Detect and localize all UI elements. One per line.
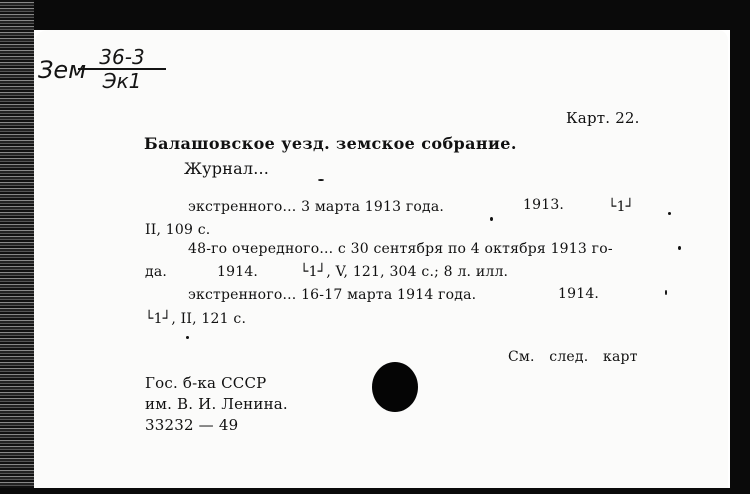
library-line-2: им. В. И. Ленина.	[145, 395, 288, 413]
scan-border-bottom	[0, 488, 750, 494]
scan-speck	[678, 246, 681, 250]
entry-2-detail-year: 1914.	[217, 264, 259, 280]
entry-2-text: 48-го очередного... с 30 сентября по 4 октября 1913 го-	[188, 241, 613, 257]
entry-1-year: 1913.	[523, 197, 565, 213]
catalog-card	[34, 30, 728, 488]
see-next-card: См. след. карт	[508, 349, 638, 365]
handwritten-numerator: 36-3	[78, 46, 166, 70]
punch-hole	[372, 362, 418, 412]
entry-2-detail-a: да.	[145, 264, 168, 280]
entry-3-detail: └1┘, II, 121 с.	[145, 311, 247, 327]
subheading: Журнал...	[184, 159, 270, 178]
card-number: Карт. 22.	[566, 109, 640, 127]
scan-border-left	[0, 0, 34, 494]
entry-3-text: экстренного... 16-17 марта 1914 года.	[188, 287, 477, 303]
library-line-3: 33232 — 49	[145, 416, 239, 434]
scan-speck	[665, 290, 667, 295]
entry-2-detail-b: └1┘, V, 121, 304 с.; 8 л. илл.	[300, 264, 509, 280]
handwritten-prefix: Зем	[38, 56, 87, 84]
scan-speck	[186, 336, 189, 339]
handwritten-shelf-mark	[78, 46, 166, 92]
scan-speck	[318, 179, 324, 181]
scan-border-right	[730, 0, 750, 494]
entry-1-mark: └1┘	[608, 199, 635, 215]
library-line-1: Гос. б-ка СССР	[145, 374, 267, 392]
entry-1-text: экстренного... 3 марта 1913 года.	[188, 199, 445, 215]
entry-3-year: 1914.	[558, 286, 600, 302]
entry-1-detail: II, 109 с.	[145, 222, 211, 238]
scan-border-top	[0, 0, 750, 30]
heading: Балашовское уезд. земское собрание.	[144, 134, 517, 153]
scan-speck	[490, 217, 493, 221]
scan-speck	[668, 212, 671, 215]
handwritten-denominator: Эк1	[102, 69, 142, 93]
